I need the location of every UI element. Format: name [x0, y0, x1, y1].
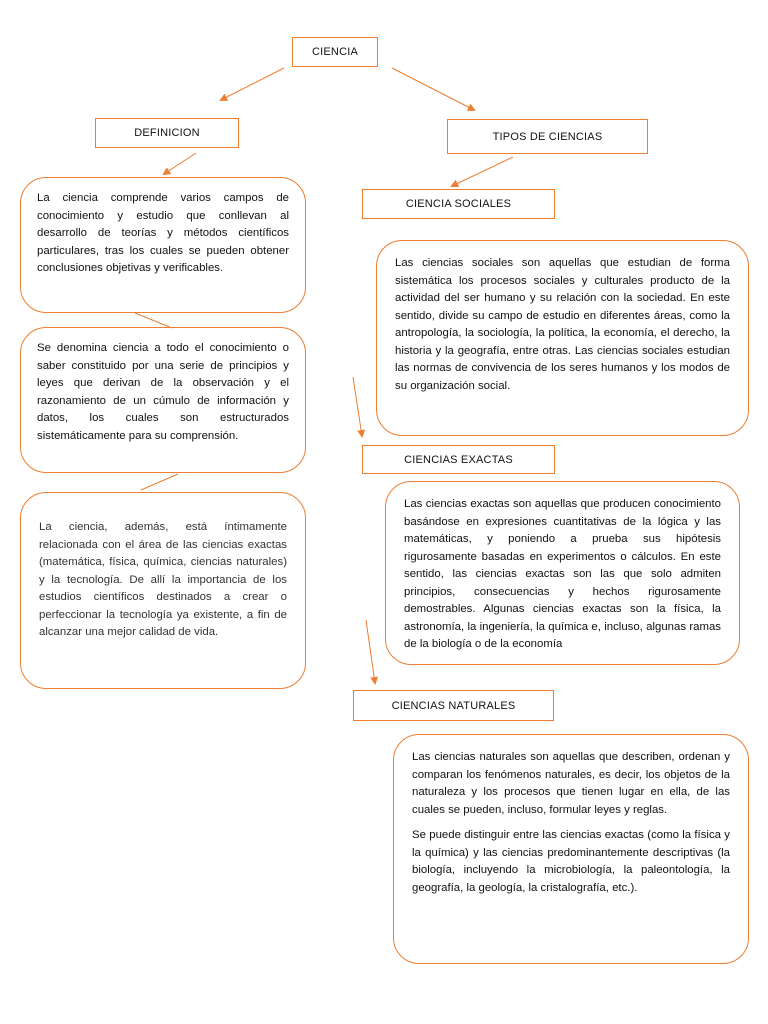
node-definicion-label: DEFINICION: [134, 127, 200, 139]
arrow-text1-to-text2: [135, 313, 172, 328]
node-tipos-label: TIPOS DE CIENCIAS: [492, 130, 603, 143]
naturales-text-body-1: Las ciencias naturales son aquellas que describen, ordenan y comparan los fenómenos naturales, es decir, los objetos de la naturaleza y los procesos que tienen lugar en ella, de las cuales se pueden, incluso, formular leyes y reglas.: [412, 751, 730, 816]
definicion-text-1-body: La ciencia comprende varios campos de conocimiento y estudio que conllevan al desarrollo de teorías y métodos científicos particulares, tras los cuales se pueden obtener conclusiones objetivas y verificables.: [37, 192, 289, 274]
arrow-tipos-to-sociales: [452, 157, 513, 186]
arrow-text2-to-text3: [141, 474, 178, 490]
sociales-text-body: Las ciencias sociales son aquellas que estudian de forma sistemática los procesos sociales y culturales producto de la actividad del ser humano y su relación con la sociedad. En este sentido, divide su campo de estudio en diferentes áreas, como la antropología, la sociología, la política, la economía, el derecho, la historia y la geografía, entre otras. Las ciencias sociales estudian las normas de convivencia de los seres humanos y los modos de su organización social.: [395, 257, 730, 392]
definicion-text-3-body: La ciencia, además, está íntimamente relacionada con el área de las ciencias exactas (matemática, física, química, ciencias naturales) y la tecnología. De allí la importancia de los estudios científicos destinados a crear o perfeccionar la tecnología ya existente, a fin de alcanzar una mejor calidad de vida.: [39, 521, 287, 638]
definicion-text-2-body: Se denomina ciencia a todo el conocimiento o saber constituido por una serie de principios y leyes que derivan de la observación y el razonamiento de un cúmulo de información y datos, los cuales son estructurados sistemáticamente para su comprensión.: [37, 342, 289, 442]
arrow-ciencia-to-tipos: [392, 68, 474, 110]
naturales-text-body-2: Se puede distinguir entre las ciencias exactas (como la física y la química) y las ciencias predominantemente descriptivas (la biología, incluyendo la microbiología, la paleontología, la geografía, la geología, la cristalografía, etc.).: [412, 829, 730, 894]
node-exactas-label: CIENCIAS EXACTAS: [404, 453, 513, 466]
node-naturales-label: CIENCIAS NATURALES: [391, 699, 516, 712]
node-ciencia-label: CIENCIA: [311, 46, 359, 58]
arrow-definicion-to-text1: [164, 153, 196, 174]
arrow-ciencia-to-definicion: [221, 68, 284, 100]
exactas-text-body: Las ciencias exactas son aquellas que producen conocimiento basándose en expresiones cuantitativas de la lógica y las matemáticas, y poniendo a prueba sus hipótesis rigurosamente basadas en experimentos o cálculos. En este sentido, las ciencias exactas son las que solo admiten principios, consecuencias y hechos rigurosamente demostrables. Algunas ciencias exactas son la física, la astronomía, la ingeniería, la química e, incluso, algunas ramas de la biología o de la economía: [404, 498, 721, 650]
node-sociales-label: CIENCIA SOCIALES: [405, 198, 512, 210]
arrow-sociales-to-exactas: [353, 377, 362, 436]
arrow-exactas-to-naturales: [366, 620, 375, 683]
